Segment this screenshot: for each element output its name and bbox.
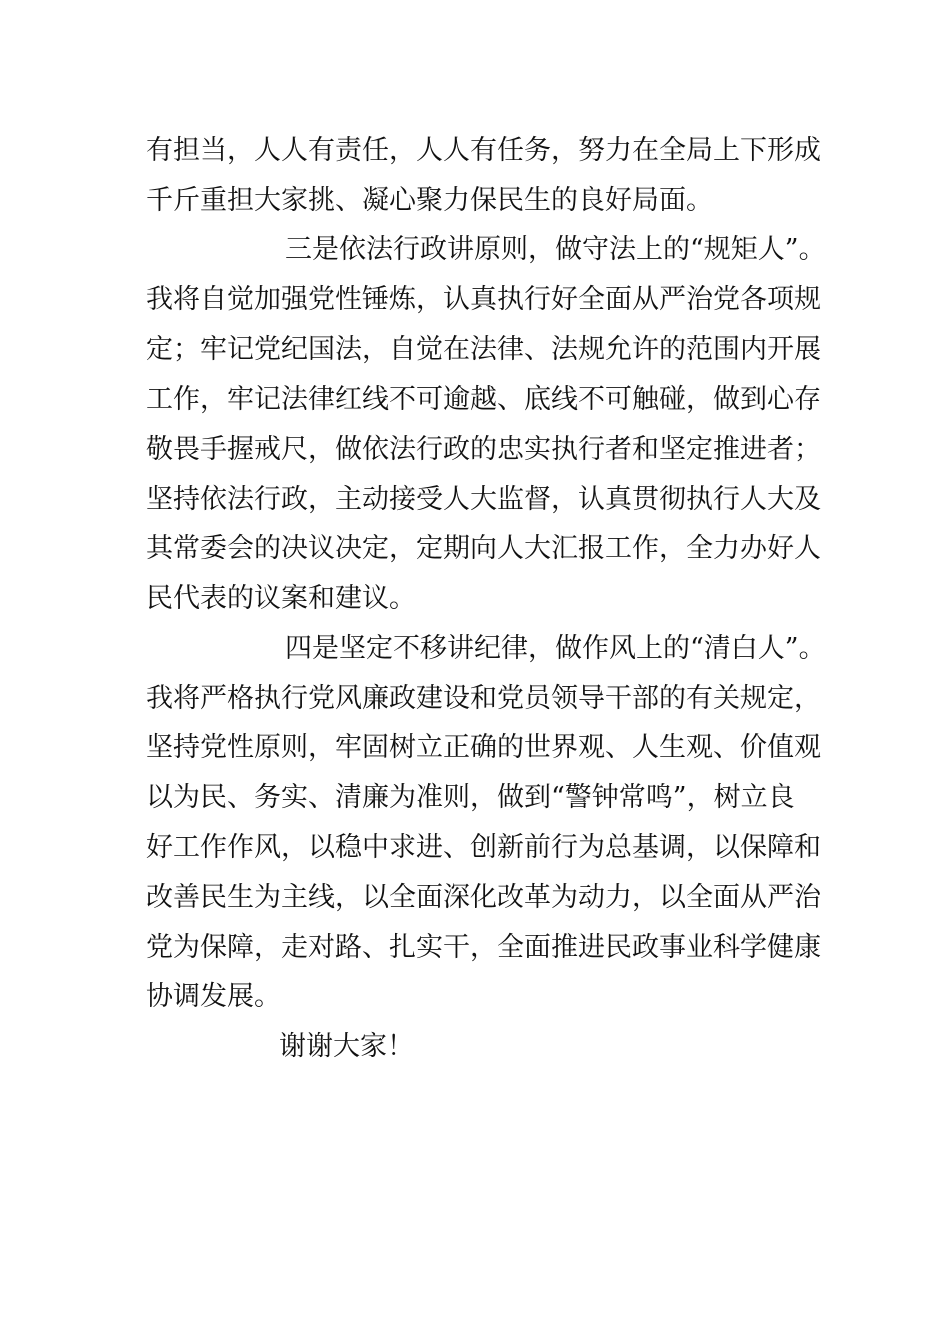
text-line: 坚持依法行政，主动接受人大监督，认真贯彻执行人大及 [146,484,821,515]
text-line: 我将自觉加强党性锤炼，认真执行好全面从严治党各项规 [146,284,821,315]
text-line: 工作，牢记法律红线不可逾越、底线不可触碰，做到心存 [146,384,821,415]
text-line: 敬畏手握戒尺，做依法行政的忠实执行者和坚定推进者； [146,434,821,465]
text-line: 我将严格执行党风廉政建设和党员领导干部的有关规定， [146,683,821,714]
text-line: 坚持党性原则，牢固树立正确的世界观、人生观、价值观 [146,732,821,763]
text-line: 民代表的议案和建议。 [146,583,416,614]
text-line: 定；牢记党纪国法，自觉在法律、法规允许的范围内开展 [146,334,821,365]
text-line: 党为保障，走对路、扎实干，全面推进民政事业科学健康 [146,932,821,963]
text-line: 千斤重担大家挑、凝心聚力保民生的良好局面。 [146,185,713,216]
section-heading: 三是依法行政讲原则，做守法上的“规矩人”。 [285,234,826,265]
text-line: 以为民、务实、清廉为准则，做到“警钟常鸣”，树立良 [146,782,795,813]
section-heading: 四是坚定不移讲纪律，做作风上的“清白人”。 [285,633,826,664]
text-line: 协调发展。 [146,981,281,1012]
text-line: 有担当，人人有责任，人人有任务，努力在全局上下形成 [146,135,821,166]
text-line: 改善民生为主线，以全面深化改革为动力，以全面从严治 [146,882,821,913]
text-line: 其常委会的决议决定，定期向人大汇报工作，全力办好人 [146,533,821,564]
text-line: 好工作作风，以稳中求进、创新前行为总基调，以保障和 [146,832,821,863]
closing-remark: 谢谢大家！ [279,1031,414,1062]
